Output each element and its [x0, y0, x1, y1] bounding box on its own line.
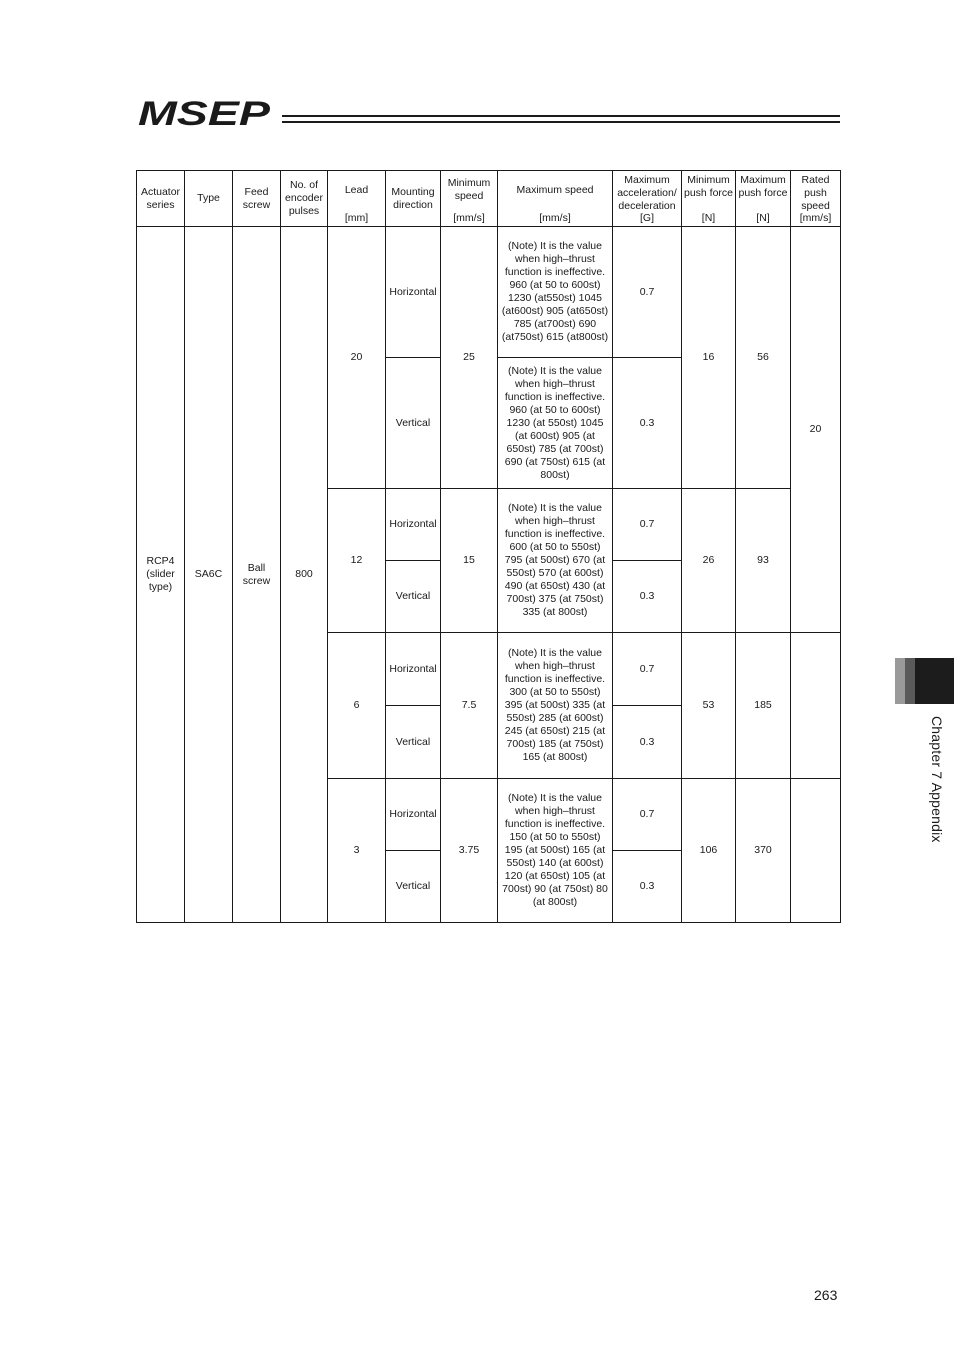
col-encoder-pulses: No. of encoder pulses: [281, 171, 328, 227]
cell-max-speed: (Note) It is the value when high–thrust function is ineffective. 960 (at 50 to 600st) 1230 (at 550st) 1045 (at 600st) 905 (at 650st) 785 (at 700st) 690 (at 750st) 615 (at 800st): [498, 358, 613, 489]
cell-feed-screw: Ball screw: [233, 227, 281, 923]
cell-mounting: Vertical: [386, 851, 441, 923]
col-actuator-series: Actuator series: [137, 171, 185, 227]
cell-lead: 3: [328, 779, 386, 923]
cell-max-speed: (Note) It is the value when high–thrust function is ineffective. 960 (at 50 to 600st) 1230 (at550st) 1045 (at600st) 905 (at650st) 785 (at700st) 690 (at750st) 615 (at800st): [498, 227, 613, 358]
page-number: 263: [814, 1287, 838, 1303]
cell-accel: 0.3: [613, 561, 682, 633]
cell-max-push-force: 185: [736, 633, 791, 779]
cell-min-push-force: 106: [682, 779, 736, 923]
header-row: [137, 171, 841, 227]
col-min-push-force: Minimum push force [N]: [682, 171, 736, 227]
cell-accel: 0.7: [613, 489, 682, 561]
msep-logo: [138, 95, 278, 129]
cell-mounting: Vertical: [386, 358, 441, 489]
cell-max-push-force: 370: [736, 779, 791, 923]
col-rated-push-speed: Rated push speed [mm/s]: [791, 171, 841, 227]
col-max-push-force: Maximum push force [N]: [736, 171, 791, 227]
col-mounting-direction: Mounting direction: [386, 171, 441, 227]
header-rule-bottom: [282, 121, 840, 123]
header-rule-top: [282, 115, 840, 117]
col-feed-screw: Feed screw: [233, 171, 281, 227]
cell-min-speed: 15: [441, 489, 498, 633]
cell-mounting: Horizontal: [386, 633, 441, 706]
cell-type: SA6C: [185, 227, 233, 923]
cell-max-speed: (Note) It is the value when high–thrust function is ineffective. 300 (at 50 to 550st) 395 (at 500st) 335 (at 550st) 285 (at 600st) 245 (at 650st) 215 (at 700st) 185 (at 750st) 165 (at 800st): [498, 633, 613, 779]
cell-rated-push-speed-empty: [791, 633, 841, 779]
chapter-tab: [895, 658, 954, 704]
cell-accel: 0.7: [613, 227, 682, 358]
cell-rated-push-speed-empty: [791, 779, 841, 923]
cell-min-speed: 25: [441, 227, 498, 489]
cell-mounting: Horizontal: [386, 227, 441, 358]
table-row: [137, 227, 841, 358]
cell-min-push-force: 16: [682, 227, 736, 489]
cell-max-speed: (Note) It is the value when high–thrust function is ineffective. 150 (at 50 to 550st) 195 (at 500st) 165 (at 550st) 140 (at 600st) 120 (at 650st) 105 (at 700st) 90 (at 750st) 80 (at 800st): [498, 779, 613, 923]
cell-accel: 0.7: [613, 779, 682, 851]
cell-max-push-force: 93: [736, 489, 791, 633]
cell-accel: 0.3: [613, 358, 682, 489]
col-lead: Lead [mm]: [328, 171, 386, 227]
cell-mounting: Vertical: [386, 561, 441, 633]
cell-accel: 0.3: [613, 706, 682, 779]
cell-actuator-series: RCP4 (slider type): [137, 227, 185, 923]
cell-lead: 20: [328, 227, 386, 489]
cell-lead: 6: [328, 633, 386, 779]
cell-min-push-force: 26: [682, 489, 736, 633]
logo-text: MSEP: [138, 95, 271, 129]
cell-mounting: Vertical: [386, 706, 441, 779]
cell-lead: 12: [328, 489, 386, 633]
cell-encoder-pulses: 800: [281, 227, 328, 923]
col-min-speed: Minimum speed [mm/s]: [441, 171, 498, 227]
cell-max-push-force: 56: [736, 227, 791, 489]
cell-min-speed: 7.5: [441, 633, 498, 779]
cell-accel: 0.3: [613, 851, 682, 923]
chapter-label: Chapter 7 Appendix: [929, 716, 945, 843]
spec-table: [136, 170, 841, 923]
col-max-accel: Maximum acceleration/ deceleration [G]: [613, 171, 682, 227]
cell-rated-push-speed: 20: [791, 227, 841, 633]
col-max-speed: Maximum speed [mm/s]: [498, 171, 613, 227]
cell-mounting: Horizontal: [386, 489, 441, 561]
cell-accel: 0.7: [613, 633, 682, 706]
cell-min-push-force: 53: [682, 633, 736, 779]
cell-max-speed: (Note) It is the value when high–thrust function is ineffective. 600 (at 50 to 550st) 795 (at 500st) 670 (at 550st) 570 (at 600st) 490 (at 650st) 430 (at 700st) 375 (at 750st) 335 (at 800st): [498, 489, 613, 633]
col-type: Type: [185, 171, 233, 227]
cell-mounting: Horizontal: [386, 779, 441, 851]
cell-min-speed: 3.75: [441, 779, 498, 923]
